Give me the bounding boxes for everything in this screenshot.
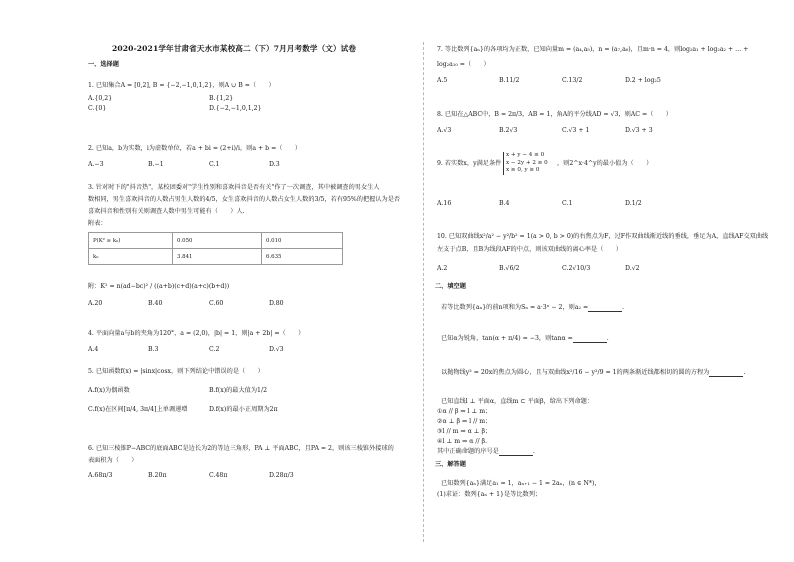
fill-q11: 若等比数列{aₙ}的前n项和为Sₙ = a·3ⁿ − 2，则a₂ = . xyxy=(441,304,625,311)
fill-q13: 以抛物线y² = 20x的焦点为圆心，且与双曲线x²/16 − y²/9 = 1的两条渐近线都相切的圆的方程为 . xyxy=(441,369,746,376)
q3-option-a: A.20 xyxy=(88,300,103,307)
q5-option-d: D.f(x)的最小正周期为2π xyxy=(209,406,278,413)
q3-formula: 附：K² = n(ad−bc)² / ((a+b)(c+d)(a+c)(b+d)) xyxy=(88,283,230,290)
q4-stem: 4. 平面向量a与b的夹角为120°，a = (2,0)，|b| = 1，则|a + 2b| =（ ） xyxy=(88,330,305,337)
critical-value-table xyxy=(88,232,343,265)
q3-line1: 3. 针对时下的"抖音热"，某校团委对"学生性别和喜欢抖音是否有关"作了一次调查，其中被调查的男女生人 xyxy=(88,184,380,191)
q1-stem: 1. 已知集合A = [0,2], B = {−2,−1,0,1,2}，则A ∪ B =（ ） xyxy=(88,82,275,89)
q10-option-d: D.√2 xyxy=(625,265,640,272)
q6-option-b: B.20π xyxy=(148,472,167,479)
table-cell: P(K² ≥ k₀) xyxy=(89,233,173,249)
q6-line1: 6. 已知三棱锥P−ABC的底面ABC是边长为2的等边三角形，PA ⊥ 平面ABC，且PA = 2，则该三棱锥外接球的 xyxy=(88,445,394,452)
q9-condition-system xyxy=(503,152,548,175)
q9-condition-3: x ≥ 0, y ≥ 0 xyxy=(506,167,540,173)
q2-option-a: A.−3 xyxy=(88,161,104,168)
q5-option-c: C.f(x)在区间[π/4, 3π/4]上单调递增 xyxy=(88,406,188,413)
q8-option-d: D.√3 + 3 xyxy=(625,127,653,134)
table-cell: 0.010 xyxy=(262,233,343,249)
page-title: 2020-2021学年甘肃省天水市某校高二（下）7月月考数学（文）试卷 xyxy=(112,44,357,53)
q8-option-c: C.√3 + 1 xyxy=(562,127,590,134)
answer-blank xyxy=(573,336,607,343)
fill-q14-prop-2: ②α ⊥ β ⇒ l // m； xyxy=(437,418,492,425)
column-divider xyxy=(423,42,424,542)
q9-option-d: D.1/2 xyxy=(625,200,642,207)
table-row xyxy=(89,233,343,249)
q5-stem: 5. 已知函数f(x) = |sinx|cosx，则下列结论中错误的是（ ） xyxy=(88,368,264,375)
q2-option-b: B.−1 xyxy=(148,161,164,168)
q9-stem: 9. 若实数x，y满足条件 xyxy=(437,160,502,167)
q8-stem: 8. 已知在△ABC中，B = 2π/3，AB = 1，角A的平分线AD = √3，则AC =（ ） xyxy=(437,111,672,118)
table-cell: 0.050 xyxy=(173,233,262,249)
q9-option-b: B.4 xyxy=(499,200,510,207)
fill-q11-text: 若等比数列{aₙ}的前n项和为Sₙ = a·3ⁿ − 2，则a₂ = xyxy=(441,304,589,311)
q10-option-a: A.2 xyxy=(437,265,448,272)
section-fill-heading: 二、填空题 xyxy=(435,283,466,290)
answer-blank xyxy=(499,449,533,456)
q6-option-c: C.48π xyxy=(209,472,228,479)
q5-option-a: A.f(x)为偶函数 xyxy=(88,387,130,394)
q2-stem: 2. 已知a，b为实数，i为虚数单位，若a + bi = (2+i)/i，则a + b =（ ） xyxy=(88,145,302,152)
q7-option-b: B.11/2 xyxy=(499,77,520,84)
fill-q14-ask-text: 其中正确命题的序号是 xyxy=(437,448,499,455)
table-row xyxy=(89,249,343,265)
q4-option-c: C.2 xyxy=(209,346,220,353)
q3-line3: 喜欢抖音和性别有关则调查人数中男生可能有（ ）人. xyxy=(88,208,245,215)
q7-option-a: A.5 xyxy=(437,77,448,84)
q4-option-b: B.3 xyxy=(148,346,159,353)
fill-q12: 已知α为锐角，tan(α + π/4) = −3，则tanα = . xyxy=(441,335,609,342)
q4-option-d: D.√3 xyxy=(269,346,284,353)
q1-option-b: B.{1,2} xyxy=(209,95,234,102)
q3-table-note: 附表： xyxy=(88,220,107,227)
q10-option-b: B.√6/2 xyxy=(499,265,520,272)
q9-condition-2: x − 2y + 2 ≥ 0 xyxy=(506,159,548,166)
q6-line2: 表面积为（ ） xyxy=(88,457,138,464)
fill-q13-text: 以抛物线y² = 20x的焦点为圆心，且与双曲线x²/16 − y²/9 = 1的两条渐近线都相切的圆的方程为 xyxy=(441,369,710,376)
q9-tail: ，则2^x·4^y的最小值为（ ） xyxy=(557,160,653,167)
q6-option-a: A.68π/3 xyxy=(88,472,113,479)
q3-line2: 数相同，男生喜欢抖音的人数占男生人数的4/5，女生喜欢抖音的人数占女生人数的3/5，若有95%的把握认为是否 xyxy=(88,196,401,203)
q3-option-c: C.60 xyxy=(209,300,224,307)
q7-option-d: D.2 + log₂5 xyxy=(625,77,661,84)
fill-q14-stem: 已知直线l ⊥ 平面α，直线m ⊂ 平面β，给出下列命题： xyxy=(441,398,594,405)
q1-option-d: D.{−2,−1,0,1,2} xyxy=(209,105,262,112)
q1-option-c: C.{0} xyxy=(88,105,107,112)
q9-condition-1: x + y − 4 ≤ 0 xyxy=(506,152,545,158)
q5-option-b: B.f(x)的最大值为1/2 xyxy=(209,387,268,394)
q10-line1: 10. 已知双曲线x²/a² − y²/b² = 1(a > 0, b > 0)的右焦点为F，过F作双曲线渐近线的垂线，垂足为A，直线AF交双曲线 xyxy=(437,233,769,240)
fill-q14-prop-3: ③l // m ⇒ α ⊥ β； xyxy=(437,428,492,435)
table-cell: k₀ xyxy=(89,249,173,265)
q10-line2: 左支于点B，且B为线段AF的中点，则该双曲线的离心率是（ ） xyxy=(437,246,622,253)
table-cell: 3.841 xyxy=(173,249,262,265)
section-solution-heading: 三、解答题 xyxy=(435,461,466,468)
q7-line1: 7. 等比数列{aₙ}的各项均为正数，已知向量m = (a₄,a₅)，n = (a₇,a₆)，且m·n = 4，则log₂a₁ + log₂a₂ + … + xyxy=(437,46,749,53)
q1-option-a: A.{0,2} xyxy=(88,95,113,102)
fill-q14-prop-1: ①α // β ⇒ l ⊥ m； xyxy=(437,408,492,415)
q3-option-d: D.80 xyxy=(269,300,284,307)
answer-blank xyxy=(588,305,622,312)
fill-q14-ask: 其中正确命题的序号是 . xyxy=(437,448,535,455)
q8-option-b: B.2√3 xyxy=(499,127,518,134)
q7-option-c: C.13/2 xyxy=(562,77,583,84)
q10-option-c: C.2√10/3 xyxy=(562,265,591,272)
solution-q17-stem: 已知数列{aₙ}满足a₁ = 1，aₙ₊₁ − 1 = 2aₙ，(n ∈ N*)， xyxy=(441,480,601,487)
q8-option-a: A.√3 xyxy=(437,127,452,134)
q4-option-a: A.4 xyxy=(88,346,99,353)
q9-option-a: A.16 xyxy=(437,200,452,207)
fill-q12-text: 已知α为锐角，tan(α + π/4) = −3，则tanα = xyxy=(441,335,573,342)
q9-option-c: C.1 xyxy=(562,200,573,207)
solution-q17-part1: (1)求证：数列{aₙ + 1}是等比数列； xyxy=(437,491,542,498)
fill-q14-prop-4: ④l ⊥ m ⇒ α // β. xyxy=(437,438,488,445)
q7-line2: log₂a₁₀ =（ ） xyxy=(437,61,490,68)
table-cell: 6.635 xyxy=(262,249,343,265)
q3-option-b: B.40 xyxy=(148,300,163,307)
answer-blank xyxy=(709,370,743,377)
section-choice-heading: 一、选择题 xyxy=(88,61,119,68)
q6-option-d: D.28π/3 xyxy=(269,472,294,479)
q2-option-c: C.1 xyxy=(209,161,220,168)
q2-option-d: D.3 xyxy=(269,161,280,168)
